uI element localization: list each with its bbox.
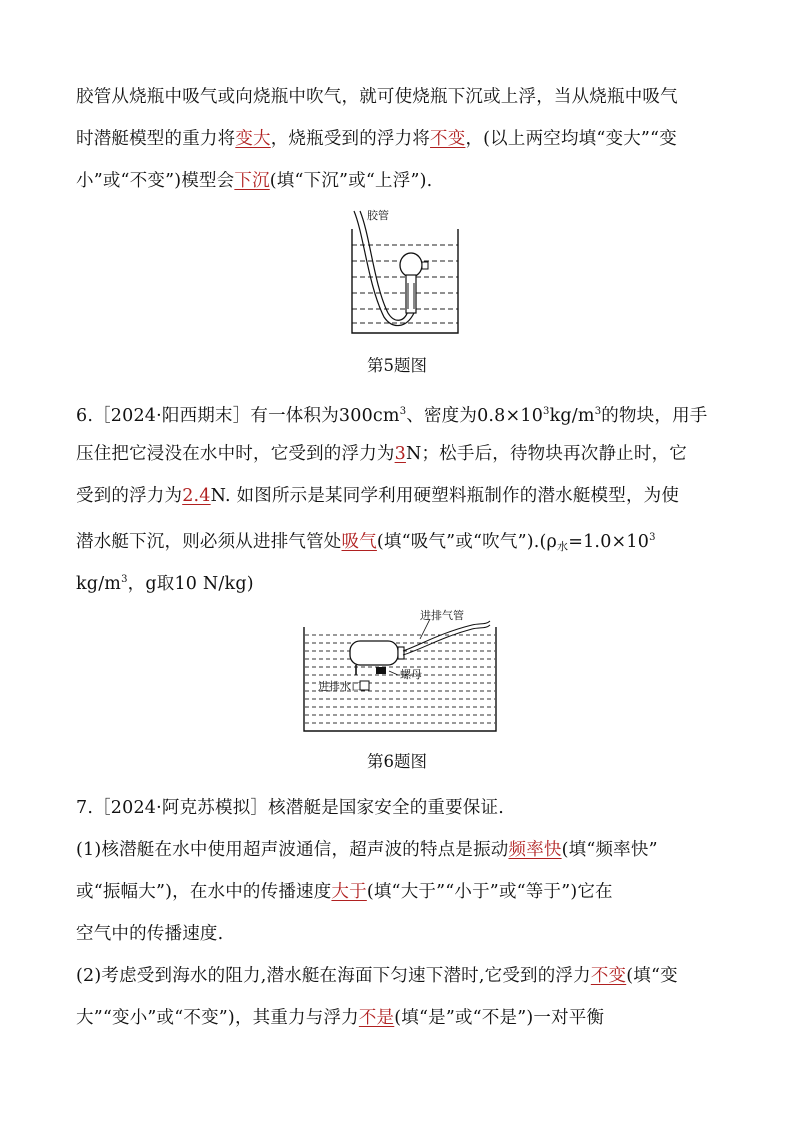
figure-5-flask-diagram: [340, 205, 470, 337]
q6-line1-superscript-2: 3: [543, 406, 550, 417]
q6-line1-superscript-3: 3: [594, 406, 602, 417]
q6-line5-text-b: ，g取10 N/kg): [127, 574, 254, 594]
q6-line4-text-a: 潜水艇下沉，则必须从进排气管处: [76, 532, 342, 552]
q6-line1-text-a: 6.［2024·阳西期末］有一体积为300cm: [76, 406, 400, 426]
figure-6-nut-leader: [389, 671, 398, 675]
q7-text-line-1: [76, 791, 726, 825]
figure-5-tube-label: 胶管: [367, 209, 389, 222]
q6-line1-text-c: kg/m: [549, 406, 595, 426]
q6-text-line-2: [76, 437, 726, 471]
q5-answer-buoyancy: 不变: [430, 129, 466, 149]
q6-text-line-5: [76, 563, 726, 597]
q6-line1-text-b: 、密度为0.8×10: [406, 406, 544, 426]
figure-5-caption: 第5题图: [367, 356, 427, 375]
q7-part2-line-2: [76, 1001, 726, 1035]
q5-text-line-2: [76, 122, 726, 156]
figure-6-nut-label: 螺母: [400, 668, 422, 681]
q5-line2-text-a: 时潜艇模型的重力将: [76, 129, 236, 149]
q7-line1-text: 7.［2024·阿克苏模拟］核潜艇是国家安全的重要保证.: [76, 798, 504, 818]
figure-6-nut: [376, 667, 386, 674]
figure-6-bottle-model: [350, 641, 398, 665]
q5-text-line-3: [76, 164, 726, 198]
q5-line1-text: 胶管从烧瓶中吸气或向烧瓶中吹气，就可使烧瓶下沉或上浮，当从烧瓶中吸气: [76, 87, 678, 107]
q7-p1-line1-text-a: (1)核潜艇在水中使用超声波通信，超声波的特点是振动: [76, 840, 509, 860]
q6-text-line-3: [76, 479, 726, 513]
q6-line1-text-d: 的物块，用手: [601, 406, 708, 426]
q6-answer-force-submerged: 3: [394, 444, 406, 464]
figure-6-pipe-label: 进排气管: [420, 609, 464, 622]
q5-answer-motion: 下沉: [234, 171, 270, 191]
q5-answer-gravity: 变大: [235, 129, 271, 149]
q6-line1-superscript-1: 3: [399, 406, 407, 417]
q6-line2-text-b: N；松手后，待物块再次静止时，它: [405, 444, 687, 464]
q7-p1-line3-text: 空气中的传播速度.: [76, 924, 224, 944]
figure-6-pipe-inner: [403, 625, 490, 655]
q6-line5-text-a: kg/m: [76, 574, 122, 594]
q6-line5-superscript: 3: [121, 574, 128, 585]
q5-line3-text-a: 小”或“不变”)模型会: [76, 171, 235, 191]
q7-part2-line-1: [76, 959, 726, 993]
q6-answer-action: 吸气: [341, 532, 377, 552]
q6-line2-text-a: 压住把它浸没在水中时，它受到的浮力为: [76, 444, 395, 464]
q7-p2-line1-text-b: (填“变: [626, 966, 678, 986]
q6-line4-text-b: (填“吸气”或“吹气”).(ρ: [376, 532, 558, 552]
q5-line2-text-b: ，烧瓶受到的浮力将: [270, 129, 431, 149]
q7-answer-balance: 不是: [358, 1008, 395, 1028]
figure-5-flask-bulb: [400, 253, 422, 277]
q5-text-line-1: [76, 80, 726, 114]
figure-6-bottle-cap: [398, 647, 404, 659]
q6-text-line-4: [76, 521, 726, 555]
q7-p1-line2-text-a: 或“振幅大”)，在水中的传播速度: [76, 882, 332, 902]
q6-answer-force-floating: 2.4: [182, 486, 211, 506]
q7-part1-line-2: [76, 875, 726, 909]
figure-6-caption: 第6题图: [367, 752, 427, 771]
q7-p1-line1-text-b: (填“频率快”: [561, 840, 658, 860]
q6-line4-text-c: =1.0×10: [568, 532, 650, 552]
q7-answer-speed: 大于: [331, 882, 367, 902]
q5-line3-text-b: (填“下沉”或“上浮”).: [269, 171, 433, 191]
q7-part1-line-3: [76, 917, 726, 951]
q6-text-line-1: [76, 395, 726, 429]
q7-answer-buoyancy: 不变: [590, 966, 627, 986]
figure-6-submarine-diagram: [300, 605, 500, 735]
q7-p2-line2-text-a: 大”“变小”或“不变”)，其重力与浮力: [76, 1008, 359, 1028]
q6-line4-superscript: 3: [649, 532, 656, 543]
q7-answer-feature: 频率快: [508, 840, 562, 860]
q6-line3-text-b: N. 如图所示是某同学利用硬塑料瓶制作的潜水艇模型，为使: [210, 486, 680, 506]
q5-line2-text-c: ，(以上两空均填“变大”“变: [465, 129, 677, 149]
q6-line4-subscript: 水: [557, 540, 569, 553]
q7-part1-line-1: [76, 833, 726, 867]
figure-6-pipe-outer: [403, 621, 490, 651]
q7-p1-line2-text-b: (填“大于”“小于”或“等于”)它在: [366, 882, 613, 902]
q6-line3-text-a: 受到的浮力为: [76, 486, 183, 506]
figure-6-inlet-label: 进排水口: [318, 680, 362, 693]
q7-p2-line1-text-a: (2)考虑受到海水的阻力,潜水艇在海面下匀速下潜时,它受到的浮力: [76, 966, 591, 986]
figure-6-pipe-leader: [420, 619, 430, 639]
q7-p2-line2-text-b: (填“是”或“不是”)一对平衡: [394, 1008, 605, 1028]
figure-5-flask-cap: [422, 262, 428, 269]
